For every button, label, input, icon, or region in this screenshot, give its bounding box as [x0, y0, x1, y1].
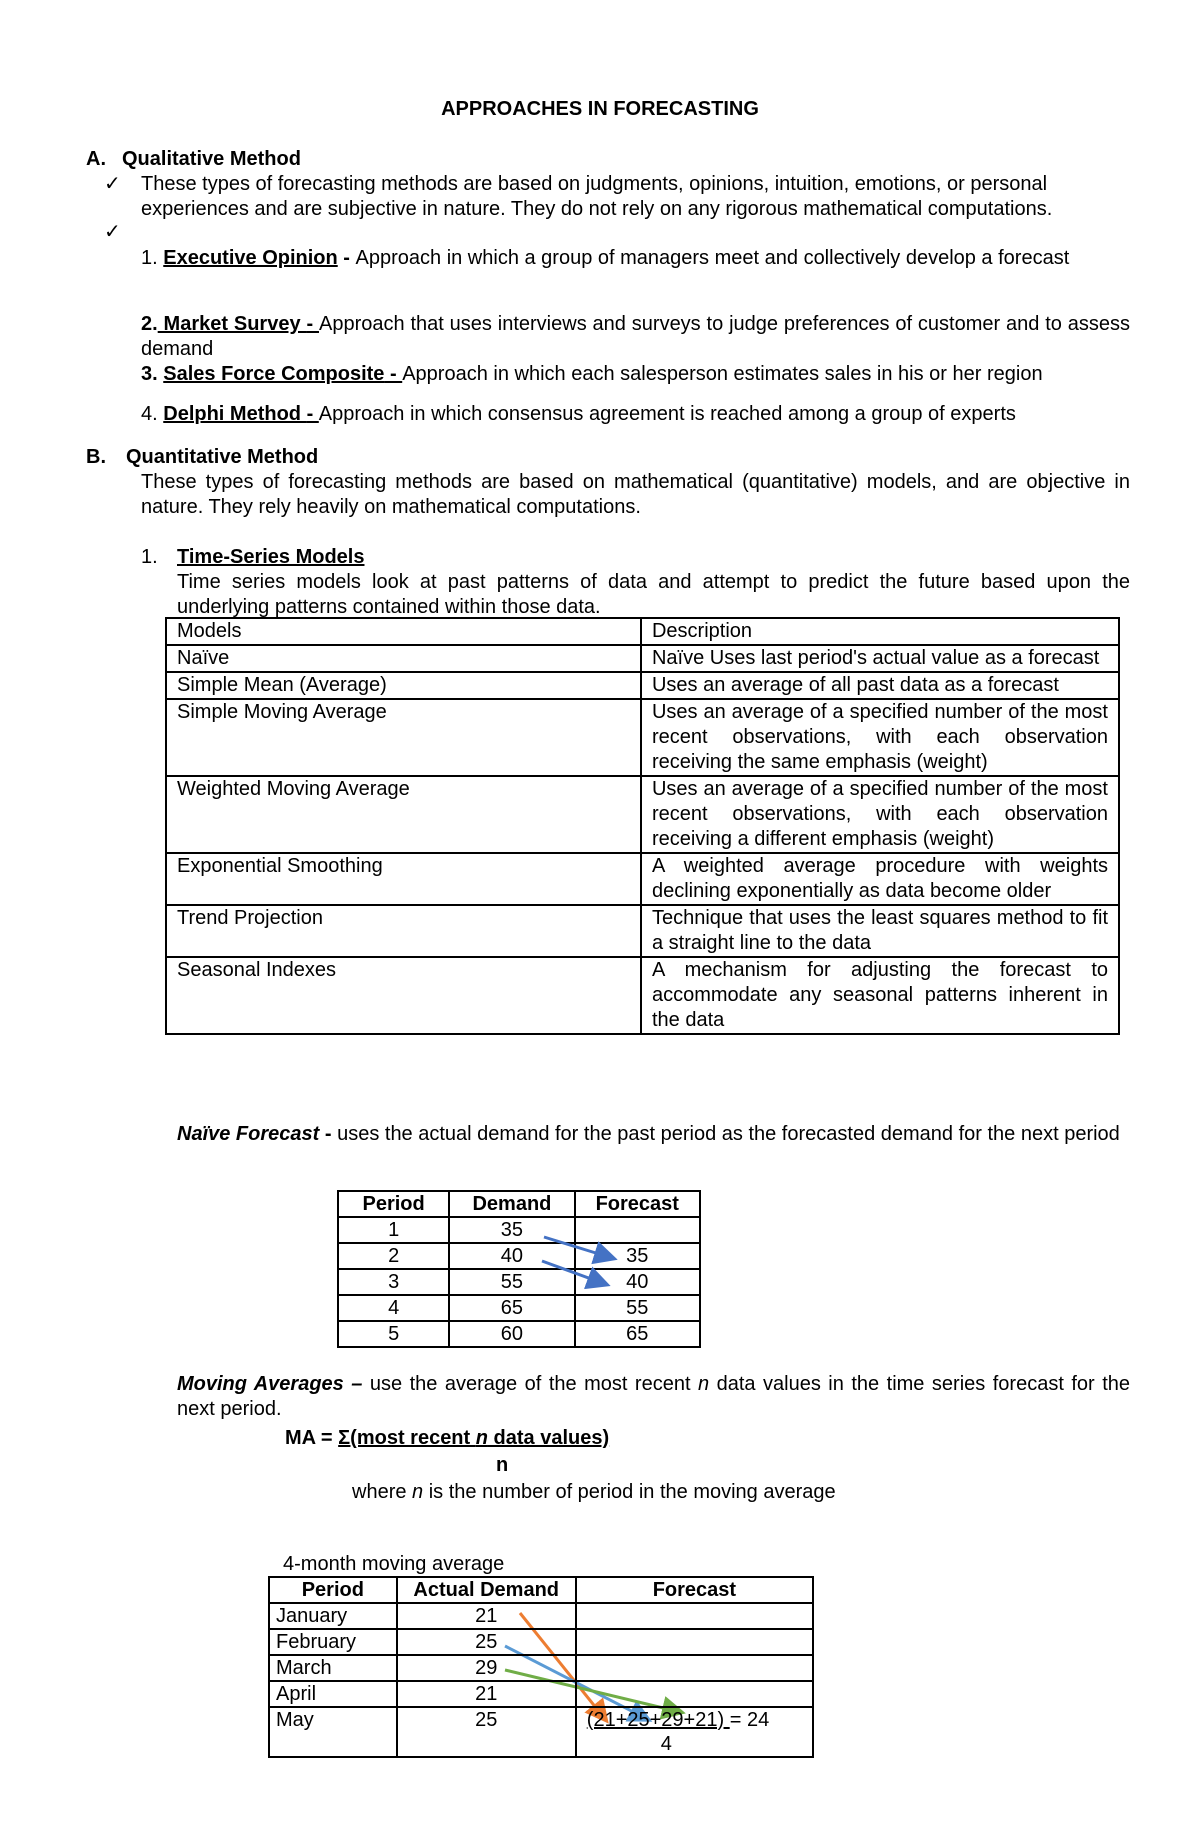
- ma-formula-num-a: Σ(most recent: [338, 1427, 476, 1449]
- naive-cell: 1: [338, 1217, 449, 1243]
- ma-may-numerator: (21+25+29+21): [586, 1709, 730, 1731]
- page-title: APPROACHES IN FORECASTING: [441, 98, 759, 120]
- section-b-intro: These types of forecasting methods are based on mathematical (quantitative) models, and are objective in nature. They rely heavily on mathematical computations.: [141, 471, 1130, 518]
- naive-header-cell: Demand: [449, 1191, 574, 1217]
- model-name: Weighted Moving Average: [166, 776, 641, 853]
- ma-forecast: [576, 1629, 813, 1655]
- ma-row: [269, 1655, 813, 1681]
- ma-formula-num-b: data values): [487, 1427, 610, 1449]
- ma-row: [269, 1681, 813, 1707]
- model-description: A weighted average procedure with weights declining exponentially as data become older: [641, 853, 1119, 905]
- model-name: Exponential Smoothing: [166, 853, 641, 905]
- ma-formula-numerator: [285, 1426, 609, 1451]
- item-name: Market Survey: [157, 313, 307, 335]
- ma-demand: 29: [397, 1655, 576, 1681]
- ma-header-cell: Forecast: [576, 1577, 813, 1603]
- item-name: Executive Opinion: [163, 247, 338, 269]
- item-sep: -: [337, 247, 356, 269]
- moving-desc-b: data values in the time series forecast for the next period.: [177, 1373, 1130, 1420]
- item-desc: Approach in which consensus agreement is reached among a group of experts: [318, 403, 1016, 425]
- ma-period: April: [269, 1681, 397, 1707]
- item-sep: -: [384, 363, 403, 385]
- ma-may-forecast-line: [583, 1708, 806, 1732]
- naive-cell: 35: [449, 1217, 574, 1243]
- naive-cell: 65: [449, 1295, 574, 1321]
- naive-cell: 3: [338, 1269, 449, 1295]
- time-series-intro: Time series models look at past patterns of data and attempt to predict the future based upon the underlying patterns contained within those data.: [177, 571, 1130, 618]
- checkmark-icon: ✓: [104, 173, 121, 195]
- model-name: Naïve: [166, 645, 641, 672]
- naive-arrow-2: [542, 1261, 605, 1284]
- where-n: n: [412, 1481, 424, 1503]
- model-description: Uses an average of all past data as a forecast: [641, 672, 1119, 699]
- section-a-heading: Qualitative Method: [122, 148, 301, 170]
- ma-header-cell: Actual Demand: [397, 1577, 576, 1603]
- ma-formula-lhs: MA =: [285, 1427, 339, 1449]
- moving-term: Moving Averages –: [177, 1373, 363, 1395]
- ma-demand: 25: [397, 1707, 576, 1757]
- naive-header-cell: Period: [338, 1191, 449, 1217]
- item-number: 2.: [141, 313, 158, 335]
- model-description: Uses an average of a specified number of the most recent observations, with each observation receiving the same emphasis (weight): [641, 699, 1119, 776]
- ma-may-denominator: 4: [660, 1733, 672, 1755]
- model-description: Uses an average of a specified number of the most recent observations, with each observation receiving a different emphasis (weight): [641, 776, 1119, 853]
- item-desc: Approach in which each salesperson estimates sales in his or her region: [402, 363, 1043, 385]
- naive-cell: 55: [449, 1269, 574, 1295]
- checkmark-icon: ✓: [104, 221, 121, 243]
- ma-period: January: [269, 1603, 397, 1629]
- ma-row: [269, 1629, 813, 1655]
- naive-cell: 40: [449, 1243, 574, 1269]
- model-name: Simple Moving Average: [166, 699, 641, 776]
- section-b-label: B.: [86, 446, 106, 468]
- ma-forecast: [576, 1655, 813, 1681]
- model-name: Seasonal Indexes: [166, 957, 641, 1034]
- moving-average-table: [268, 1576, 814, 1758]
- model-name: Trend Projection: [166, 905, 641, 957]
- moving-desc-a: use the average of the most recent: [362, 1373, 698, 1395]
- section-b-heading: Quantitative Method: [126, 446, 319, 468]
- naive-term: Naïve Forecast: [177, 1123, 320, 1145]
- ma-forecast: [576, 1707, 813, 1757]
- ma-table-caption: 4-month moving average: [283, 1553, 505, 1575]
- item-sep: -: [306, 313, 319, 335]
- ma-demand: 21: [397, 1681, 576, 1707]
- item-desc: Approach that uses interviews and surveys to judge preferences of customer and to assess demand: [141, 313, 1131, 360]
- item-name: Sales Force Composite: [163, 363, 385, 385]
- ma-period: February: [269, 1629, 397, 1655]
- naive-cell: 4: [338, 1295, 449, 1321]
- naive-cell: 2: [338, 1243, 449, 1269]
- naive-sep: -: [319, 1123, 338, 1145]
- item-desc: Approach in which a group of managers meet and collectively develop a forecast: [355, 247, 1070, 269]
- moving-average-definition: [177, 1372, 1130, 1422]
- naive-cell: 55: [575, 1295, 700, 1321]
- naive-cell: 40: [575, 1269, 700, 1295]
- model-name: Simple Mean (Average): [166, 672, 641, 699]
- models-header-models: Models: [166, 618, 641, 645]
- model-description: A mechanism for adjusting the forecast to accommodate any seasonal patterns inherent in the data: [641, 957, 1119, 1034]
- item-sep: -: [306, 403, 319, 425]
- ma-period: March: [269, 1655, 397, 1681]
- ma-row: [269, 1707, 813, 1757]
- ma-demand: 25: [397, 1629, 576, 1655]
- ma-may-result: = 24: [729, 1709, 770, 1731]
- ma-forecast: [576, 1603, 813, 1629]
- where-b: is the number of period in the moving average: [423, 1481, 836, 1503]
- moving-n: n: [698, 1373, 710, 1395]
- time-series-heading: Time-Series Models: [177, 546, 365, 568]
- naive-desc: uses the actual demand for the past period as the forecasted demand for the next period: [337, 1123, 1120, 1145]
- naive-cell: 5: [338, 1321, 449, 1347]
- ma-formula-denominator: n: [496, 1454, 509, 1476]
- item-number: 4.: [141, 403, 158, 425]
- ma-row: [269, 1603, 813, 1629]
- section-a-intro: These types of forecasting methods are based on judgments, opinions, intuition, emotions, or personal experiences and are subjective in nature. They do not rely on any rigorous mathematical computations.: [141, 173, 1053, 220]
- ma-demand: 21: [397, 1603, 576, 1629]
- ma-formula-num-n: n: [475, 1427, 488, 1449]
- time-series-number: 1.: [141, 546, 158, 568]
- naive-cell: 60: [449, 1321, 574, 1347]
- naive-cell: 35: [575, 1243, 700, 1269]
- ma-formula-where: [352, 1480, 836, 1505]
- ma-header-cell: Period: [269, 1577, 397, 1603]
- ma-formula-num: [338, 1427, 609, 1449]
- item-number: 1.: [141, 247, 158, 269]
- naive-header-cell: Forecast: [575, 1191, 700, 1217]
- models-header-description: Description: [641, 618, 1119, 645]
- section-a-label: A.: [86, 148, 106, 170]
- naive-cell: 65: [575, 1321, 700, 1347]
- ma-period: May: [269, 1707, 397, 1757]
- model-description: Technique that uses the least squares method to fit a straight line to the data: [641, 905, 1119, 957]
- model-description: Naïve Uses last period's actual value as a forecast: [641, 645, 1119, 672]
- where-a: where: [352, 1481, 413, 1503]
- item-name: Delphi Method: [163, 403, 307, 425]
- item-number: 3.: [141, 363, 158, 385]
- ma-forecast: [576, 1681, 813, 1707]
- naive-arrow-1: [544, 1237, 612, 1258]
